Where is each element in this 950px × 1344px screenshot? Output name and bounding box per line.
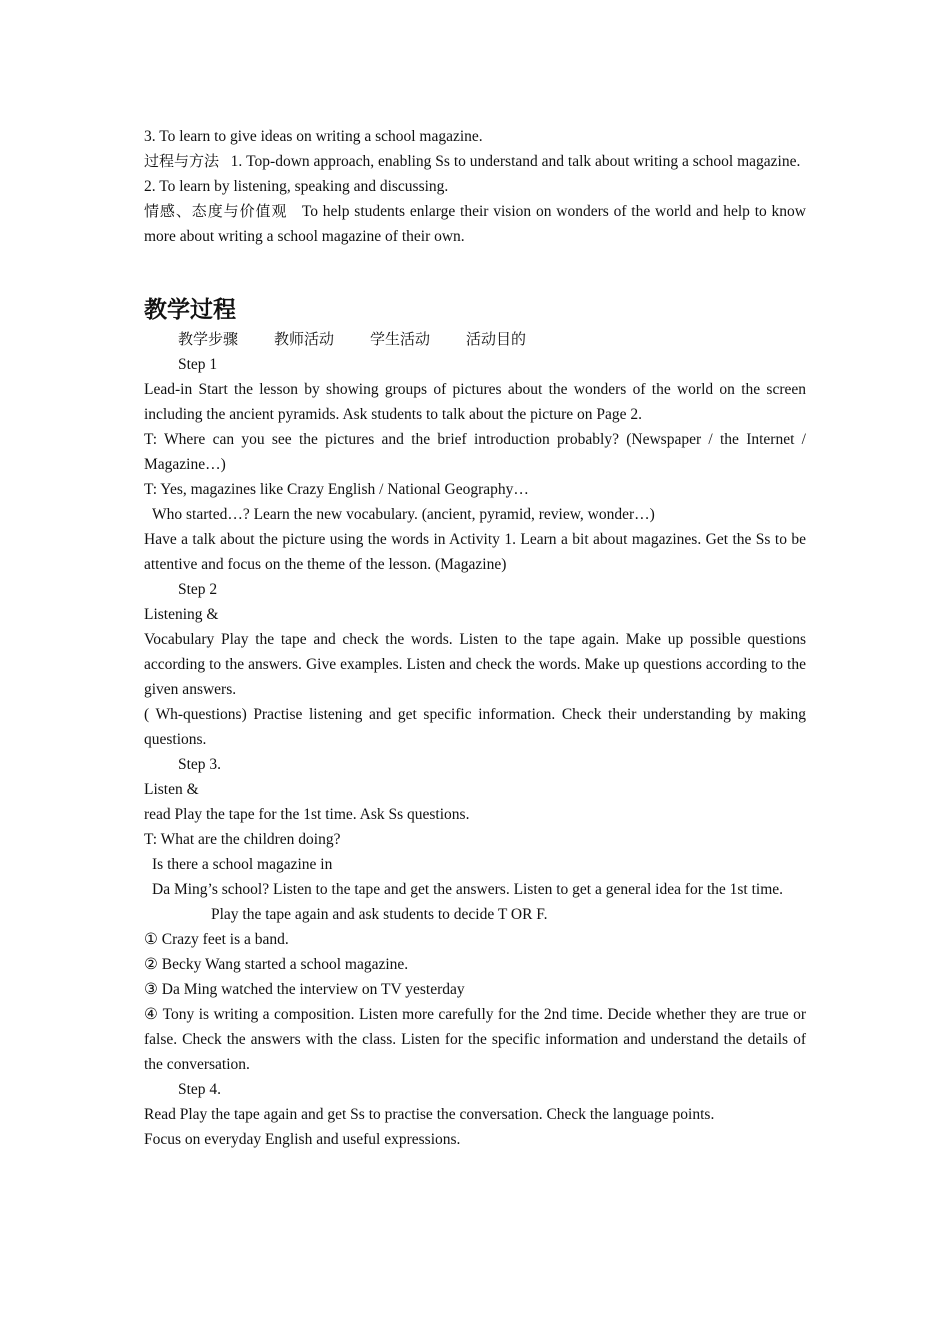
- step1-label: Step 1: [178, 356, 218, 373]
- step3-item-4: ④ Tony is writing a composition. Listen more carefully for the 2nd time. Decide whether they are true or false. Check the answers with the class. Listen for the specific information and understand the details of the conversation.: [144, 1006, 806, 1073]
- emotion-text: To help students enlarge their vision on wonders of the world and help to know more about writing a school magazine of their own.: [144, 203, 806, 245]
- step2-label: Step 2: [178, 581, 218, 598]
- step4-label: Step 4.: [178, 1081, 222, 1098]
- header-activity-purpose: 活动目的: [466, 330, 527, 348]
- step1-talk: Have a talk about the picture using the words in Activity 1. Learn a bit about magazines. Get the Ss to be attentive and focus on the theme of the lesson. (Magazine): [144, 531, 806, 573]
- process-method-label: 过程与方法: [144, 152, 220, 170]
- table-header-row: [144, 327, 806, 352]
- step3-item-3: ③ Da Ming watched the interview on TV yesterday: [144, 981, 465, 998]
- header-teacher-activity: 教师活动: [274, 330, 335, 348]
- objective-line-3: 3. To learn to give ideas on writing a school magazine.: [144, 128, 483, 145]
- objective-line-2: 2. To learn by listening, speaking and discussing.: [144, 178, 449, 195]
- step4-line-a: Read Play the tape again and get Ss to practise the conversation. Check the language points.: [144, 1106, 715, 1123]
- header-student-activity: 学生活动: [370, 330, 431, 348]
- step4-line-b: Focus on everyday English and useful expressions.: [144, 1131, 461, 1148]
- step3-line-e: Da Ming’s school? Listen to the tape and get the answers. Listen to get a general idea for the 1st time.: [152, 881, 784, 898]
- step3-line-a: Listen &: [144, 781, 199, 798]
- step3-item-1: ① Crazy feet is a band.: [144, 931, 289, 948]
- step3-label: Step 3.: [178, 756, 222, 773]
- process-method-paragraph: [144, 149, 806, 174]
- header-teaching-step: 教学步骤: [178, 330, 239, 348]
- document-page: [144, 124, 806, 1152]
- step3-line-f: Play the tape again and ask students to decide T OR F.: [211, 906, 548, 923]
- section-title: 教学过程: [144, 297, 236, 323]
- step1-teacher-answer: T: Yes, magazines like Crazy English / National Geography…: [144, 481, 529, 498]
- step1-lead-in: Lead-in Start the lesson by showing groups of pictures about the wonders of the world on the screen including the ancient pyramids. Ask students to talk about the picture on Page 2.: [144, 381, 806, 423]
- emotion-paragraph: [144, 199, 806, 249]
- emotion-label: 情感、态度与价值观: [144, 202, 288, 220]
- step2-line-a: Listening &: [144, 606, 219, 623]
- step2-line-b: Vocabulary Play the tape and check the words. Listen to the tape again. Make up possible questions according to the answers. Give examples. Listen and check the words. Make up questions according to the given answers.: [144, 631, 806, 698]
- step3-line-d: Is there a school magazine in: [152, 856, 333, 873]
- step1-teacher-question: T: Where can you see the pictures and the brief introduction probably? (Newspaper / the Internet / Magazine…): [144, 431, 806, 473]
- step3-line-c: T: What are the children doing?: [144, 831, 341, 848]
- step3-line-b: read Play the tape for the 1st time. Ask Ss questions.: [144, 806, 470, 823]
- step2-line-c: ( Wh-questions) Practise listening and get specific information. Check their understanding by making questions.: [144, 706, 806, 748]
- step1-who-started: Who started…? Learn the new vocabulary. (ancient, pyramid, review, wonder…): [152, 506, 655, 523]
- process-method-text: 1. Top-down approach, enabling Ss to understand and talk about writing a school magazine.: [230, 153, 801, 170]
- step3-item-2: ② Becky Wang started a school magazine.: [144, 956, 409, 973]
